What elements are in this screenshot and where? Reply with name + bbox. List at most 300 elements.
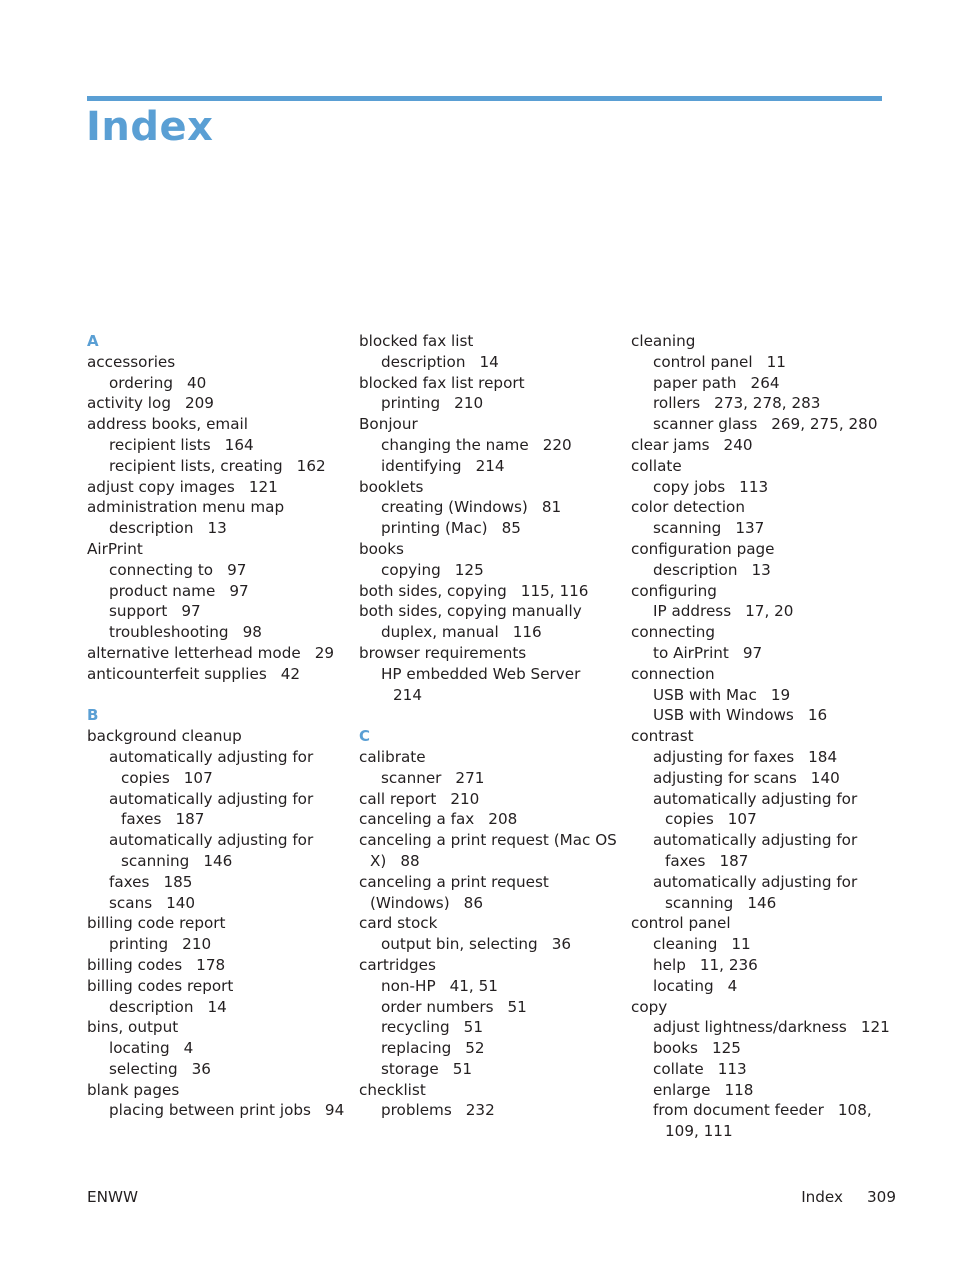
index-entry [359,601,629,622]
entry-term: from document feeder [653,1101,824,1120]
entry-term: copies [121,768,170,787]
index-entry [359,747,629,768]
entry-term: AirPrint [87,539,143,558]
index-subentry [359,851,629,872]
entry-term: billing codes report [87,976,234,995]
entry-page-numbers: 273, 278, 283 [714,394,821,413]
entry-page-numbers: 210 [454,394,484,413]
entry-term: placing between print jobs [109,1101,311,1120]
entry-page-numbers: 51 [452,1059,473,1078]
index-subentry [359,560,629,581]
index-entry [359,581,629,602]
index-entry [359,830,629,851]
entry-page-numbers: 29 [314,643,335,662]
index-subentry [359,934,629,955]
entry-page-numbers: 11 [766,352,786,371]
index-subentry [631,1038,901,1059]
entry-page-numbers: 14 [207,997,227,1016]
entry-term: troubleshooting [109,623,229,642]
entry-term: calibrate [359,747,426,766]
page-title: Index [86,104,214,150]
entry-term: locating [653,976,714,995]
index-subentry [631,705,901,726]
entry-term: canceling a print request (Mac OS [359,831,617,850]
entry-term: collate [631,456,682,475]
entry-page-numbers: 14 [479,352,499,371]
index-subentry [359,393,629,414]
index-entry [87,352,357,373]
index-entry [87,1017,357,1038]
entry-page-numbers: 121 [860,1018,890,1037]
index-entry [631,581,901,602]
index-entry [631,331,901,352]
index-subentry [87,1100,357,1121]
entry-term: IP address [653,602,732,621]
entry-term: selecting [109,1059,178,1078]
index-subentry [631,477,901,498]
entry-page-numbers: 220 [542,435,572,454]
entry-term: both sides, copying manually [359,602,582,621]
index-subentry [359,685,629,706]
entry-page-numbers: 4 [727,976,738,995]
index-subentry [87,373,357,394]
entry-term: blank pages [87,1080,180,1099]
index-entry [87,414,357,435]
entry-term: control panel [653,352,753,371]
index-subentry [631,518,901,539]
entry-term: storage [381,1059,439,1078]
index-entry [87,664,357,685]
entry-term: faxes [109,872,150,891]
entry-term: configuring [631,581,717,600]
index-entry [359,373,629,394]
index-subentry [631,830,901,851]
index-subentry [359,456,629,477]
entry-page-numbers: 164 [224,435,254,454]
entry-term: copying [381,560,441,579]
entry-page-numbers: 13 [207,519,227,538]
index-column-1 [87,331,357,1121]
index-subentry [359,768,629,789]
entry-term: scans [109,893,153,912]
entry-term: replacing [381,1039,452,1058]
entry-term: adjusting for scans [653,768,797,787]
entry-page-numbers: 116 [512,623,542,642]
entry-page-numbers: 269, 275, 280 [771,415,878,434]
entry-page-numbers: 4 [183,1039,194,1058]
index-subentry [359,997,629,1018]
entry-page-numbers: 19 [770,685,791,704]
index-entry [87,726,357,747]
entry-term: both sides, copying [359,581,507,600]
index-subentry [87,456,357,477]
entry-term: collate [653,1059,704,1078]
section-letter: C [359,727,371,746]
entry-term: USB with Mac [653,685,757,704]
entry-term: copy [631,997,668,1016]
entry-page-numbers: 107 [183,768,213,787]
index-subentry [87,851,357,872]
entry-page-numbers: 16 [807,706,828,725]
entry-term: help [653,955,686,974]
entry-term: control panel [631,914,731,933]
index-subentry [359,893,629,914]
index-subentry [359,352,629,373]
entry-term: color detection [631,498,745,517]
entry-page-numbers: 118 [724,1080,754,1099]
entry-page-numbers: 178 [196,955,226,974]
entry-term: HP embedded Web Server [381,664,581,683]
index-subentry [87,789,357,810]
index-entry [359,872,629,893]
entry-term: enlarge [653,1080,711,1099]
index-subentry [87,1038,357,1059]
entry-term: support [109,602,168,621]
index-subentry [87,1059,357,1080]
entry-term: problems [381,1101,452,1120]
entry-term: cleaning [631,332,696,350]
entry-term: ordering [109,373,173,392]
index-subentry [87,934,357,955]
entry-page-numbers: 264 [750,373,780,392]
entry-page-numbers: 113 [739,477,769,496]
entry-term: address books, email [87,415,248,434]
index-subentry [359,1038,629,1059]
entry-page-numbers: 41, 51 [449,976,498,995]
index-subentry [631,768,901,789]
index-subentry [87,622,357,643]
index-entry [631,497,901,518]
index-entry [631,456,901,477]
entry-term: 214 [393,685,422,704]
index-entry [359,539,629,560]
entry-term: scanning [653,519,722,538]
entry-term: recycling [381,1018,450,1037]
index-entry [87,393,357,414]
index-subentry [631,1059,901,1080]
index-subentry [631,601,901,622]
entry-term: automatically adjusting for [653,789,858,808]
index-entry [359,643,629,664]
index-column-2 [359,331,629,1121]
index-subentry [87,601,357,622]
index-subentry [359,976,629,997]
index-subentry [359,497,629,518]
entry-page-numbers: 52 [465,1039,485,1058]
entry-page-numbers: 184 [808,747,838,766]
entry-page-numbers: 51 [463,1018,483,1037]
entry-term: scanning [665,893,734,912]
entry-term: adjust copy images [87,477,235,496]
entry-term: anticounterfeit supplies [87,664,267,683]
section-letter: B [87,706,99,725]
entry-term: Bonjour [359,415,418,434]
entry-page-numbers: 11 [731,935,751,954]
index-entry [631,539,901,560]
index-subentry [359,664,629,685]
index-subentry [359,435,629,456]
index-entry [359,809,629,830]
index-subentry [631,1080,901,1101]
entry-term: changing the name [381,435,529,454]
index-subentry [359,518,629,539]
entry-term: (Windows) [370,893,450,912]
entry-term: canceling a print request [359,872,549,891]
entry-term: printing (Mac) [381,519,488,538]
entry-term: identifying [381,456,462,475]
index-subentry [87,581,357,602]
index-subentry [631,414,901,435]
entry-term: background cleanup [87,727,242,746]
entry-term: copies [665,810,714,829]
footer-right [801,1188,896,1206]
index-entry [87,913,357,934]
entry-term: configuration page [631,539,775,558]
entry-term: automatically adjusting for [109,789,314,808]
title-rule [87,96,882,101]
entry-term: cleaning [653,935,718,954]
entry-term: order numbers [381,997,494,1016]
index-entry [631,622,901,643]
index-entry [359,955,629,976]
entry-term: recipient lists, creating [109,456,283,475]
entry-page-numbers: 94 [324,1101,345,1120]
index-subentry [631,747,901,768]
entry-term: billing codes [87,955,183,974]
entry-term: cartridges [359,955,436,974]
index-entry [87,477,357,498]
entry-page-numbers: 232 [465,1101,495,1120]
index-entry [359,414,629,435]
entry-term: books [653,1039,698,1058]
entry-term: alternative letterhead mode [87,643,301,662]
entry-term: books [359,539,404,558]
entry-term: connecting to [109,560,214,579]
entry-term: activity log [87,394,171,413]
index-entry [359,477,629,498]
entry-page-numbers: 187 [719,851,749,870]
entry-term: non-HP [381,976,436,995]
entry-term: scanner glass [653,415,758,434]
index-subentry [631,1121,901,1142]
entry-page-numbers: 107 [727,810,757,829]
index-subentry [87,747,357,768]
index-subentry [631,373,901,394]
entry-term: blocked fax list [359,332,474,350]
index-subentry [359,1059,629,1080]
entry-term: canceling a fax [359,810,475,829]
entry-term: printing [381,394,441,413]
index-subentry [359,622,629,643]
index-subentry [631,560,901,581]
entry-page-numbers: 97 [742,643,763,662]
entry-page-numbers: 146 [203,851,233,870]
entry-page-numbers: 240 [723,435,753,454]
index-entry [359,789,629,810]
index-entry [631,997,901,1018]
index-subentry [87,830,357,851]
index-subentry [631,955,901,976]
entry-term: card stock [359,914,438,933]
section-letter: A [87,332,99,350]
index-entry [631,913,901,934]
entry-term: contrast [631,727,694,746]
index-entry [87,539,357,560]
footer-page-number: 309 [867,1188,896,1206]
entry-term: adjusting for faxes [653,747,795,766]
index-entry [87,497,357,518]
index-subentry [87,997,357,1018]
entry-term: rollers [653,394,701,413]
index-entry [87,1080,357,1101]
index-subentry [631,685,901,706]
index-subentry [87,893,357,914]
entry-term: paper path [653,373,737,392]
entry-page-numbers: 210 [450,789,480,808]
entry-page-numbers: 42 [280,664,301,683]
entry-page-numbers: 51 [507,997,527,1016]
entry-term: copy jobs [653,477,726,496]
index-subentry [631,1017,901,1038]
entry-term: accessories [87,352,176,371]
index-subentry [631,393,901,414]
index-subentry [631,872,901,893]
entry-page-numbers: 185 [163,872,193,891]
index-subentry [631,976,901,997]
entry-term: X) [370,851,387,870]
entry-page-numbers: 81 [541,498,562,517]
entry-page-numbers: 17, 20 [745,602,794,621]
entry-term: bins, output [87,1018,179,1037]
entry-page-numbers: 85 [501,519,521,538]
entry-term: recipient lists [109,435,211,454]
entry-term: locating [109,1039,170,1058]
entry-term: billing code report [87,914,226,933]
entry-term: faxes [121,810,162,829]
entry-page-numbers: 140 [810,768,840,787]
entry-term: description [109,519,194,538]
index-entry [359,331,629,352]
index-subentry [359,1017,629,1038]
entry-page-numbers: 209 [184,394,214,413]
entry-term: to AirPrint [653,643,729,662]
entry-page-numbers: 36 [551,935,572,954]
index-column-3 [631,331,901,1142]
index-subentry [631,789,901,810]
entry-page-numbers: 125 [711,1039,741,1058]
entry-page-numbers: 13 [751,560,771,579]
entry-term: description [653,560,738,579]
index-entry [359,1080,629,1101]
entry-page-numbers: 40 [186,373,207,392]
entry-term: 109, 111 [665,1122,733,1141]
spacer [87,685,357,706]
entry-page-numbers: 137 [735,519,765,538]
entry-term: blocked fax list report [359,373,525,392]
entry-term: faxes [665,851,706,870]
entry-page-numbers: 208 [488,810,518,829]
entry-page-numbers: 214 [475,456,505,475]
entry-page-numbers: 121 [248,477,278,496]
index-subentry [87,768,357,789]
entry-page-numbers: 113 [717,1059,747,1078]
entry-term: automatically adjusting for [653,831,858,850]
footer-left: ENWW [87,1188,138,1206]
index-entry [631,726,901,747]
index-subentry [87,518,357,539]
entry-page-numbers: 108, [837,1101,872,1120]
entry-term: output bin, selecting [381,935,538,954]
index-subentry [87,435,357,456]
entry-term: browser requirements [359,643,527,662]
entry-page-numbers: 36 [191,1059,211,1078]
entry-term: description [109,997,194,1016]
entry-page-numbers: 97 [181,602,201,621]
entry-term: connection [631,664,715,683]
entry-term: connecting [631,623,716,642]
entry-page-numbers: 187 [175,810,205,829]
entry-term: product name [109,581,216,600]
entry-term: administration menu map [87,498,285,517]
index-subentry [631,1100,901,1121]
entry-page-numbers: 271 [455,768,485,787]
index-entry [87,643,357,664]
index-subentry [631,934,901,955]
entry-term: USB with Windows [653,706,794,725]
entry-page-numbers: 115, 116 [520,581,589,600]
entry-page-numbers: 162 [296,456,326,475]
index-subentry [87,872,357,893]
index-subentry [359,1100,629,1121]
entry-term: automatically adjusting for [109,747,314,766]
entry-page-numbers: 88 [400,851,420,870]
entry-page-numbers: 86 [463,893,483,912]
index-entry [87,955,357,976]
entry-page-numbers: 11, 236 [699,955,758,974]
index-entry [359,913,629,934]
spacer [359,705,629,726]
entry-term: clear jams [631,435,710,454]
index-subentry [87,560,357,581]
index-subentry [631,352,901,373]
entry-term: call report [359,789,437,808]
entry-term: automatically adjusting for [109,831,314,850]
entry-term: duplex, manual [381,623,499,642]
entry-page-numbers: 97 [229,581,249,600]
entry-term: automatically adjusting for [653,872,858,891]
index-entry [631,664,901,685]
index-entry [87,976,357,997]
entry-page-numbers: 146 [747,893,777,912]
entry-term: adjust lightness/darkness [653,1018,847,1037]
entry-page-numbers: 210 [182,935,212,954]
index-subentry [631,851,901,872]
index-entry [631,435,901,456]
entry-page-numbers: 140 [166,893,196,912]
entry-term: printing [109,935,169,954]
entry-term: booklets [359,477,424,496]
entry-term: scanning [121,851,190,870]
entry-term: checklist [359,1080,426,1099]
footer-section: Index [801,1188,843,1206]
entry-page-numbers: 98 [242,623,262,642]
index-subentry [631,643,901,664]
entry-term: scanner [381,768,442,787]
entry-page-numbers: 125 [454,560,484,579]
entry-term: description [381,352,466,371]
index-subentry [631,809,901,830]
entry-term: creating (Windows) [381,498,528,517]
